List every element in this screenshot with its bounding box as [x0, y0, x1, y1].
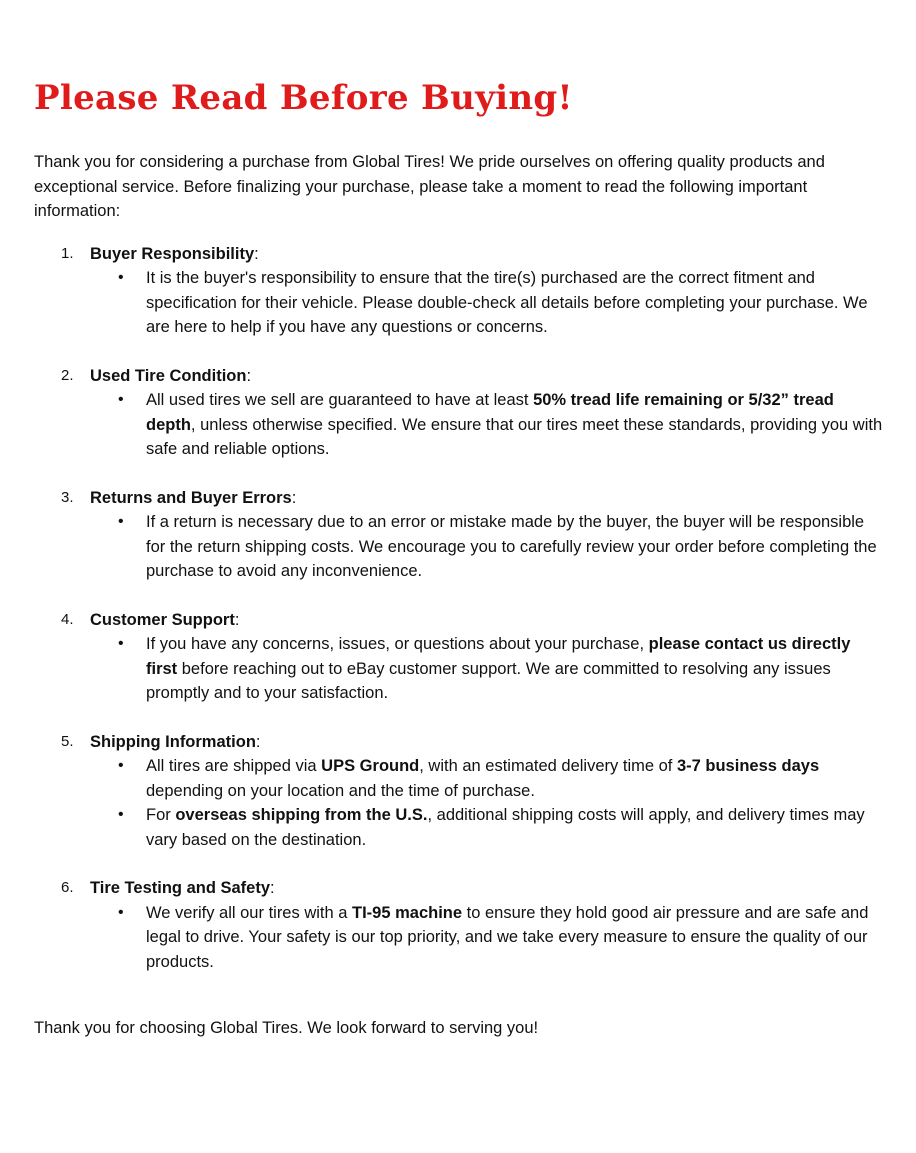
text-run: If you have any concerns, issues, or questions about your purchase, [146, 635, 649, 653]
bullet-dot-icon: • [118, 269, 124, 286]
section-heading: Buyer Responsibility [90, 244, 255, 263]
section-heading: Used Tire Condition [90, 366, 247, 385]
section-number: 5. [61, 732, 74, 750]
bold-emphasis: please contact us directly first [146, 635, 851, 678]
text-run: to ensure they hold good air pressure and are safe and legal to drive. Your safety is our top priority, and we take every measure to ensure the quality of our products. [146, 903, 869, 971]
section-item [34, 486, 884, 584]
section-item [34, 364, 884, 462]
text-run: If a return is necessary due to an error or mistake made by the buyer, the buyer will be responsible for the return shipping costs. We encourage you to carefully review your order before completing the purchase to avoid any inconvenience. [146, 513, 877, 580]
bullet-item [34, 754, 884, 803]
section-number: 3. [61, 488, 74, 506]
text-run: We verify all our tires with a [146, 903, 353, 922]
text-run: , with an estimated delivery time of [419, 757, 677, 775]
section-heading-line: 2. Used Tire Condition: [34, 364, 884, 389]
section-heading: Customer Support [90, 610, 235, 629]
bullet-item [34, 803, 884, 852]
bullet-item [34, 388, 884, 462]
text-run: depending on your location and the time of purchase. [146, 781, 535, 800]
section-item [34, 876, 884, 974]
bold-emphasis: overseas shipping from the U.S. [175, 806, 428, 824]
section-heading: Tire Testing and Safety [90, 879, 271, 897]
bullet-list [34, 754, 884, 852]
section-number: 4. [61, 610, 74, 628]
bullet-list [34, 632, 884, 706]
bullet-dot-icon: • [118, 757, 124, 774]
bullet-text [146, 513, 877, 580]
bullet-item [34, 510, 884, 584]
bullet-list [34, 388, 884, 462]
section-heading-line: 4. Customer Support: [34, 608, 884, 633]
text-run: , unless otherwise specified. We ensure that our tires meet these standards, providing you with safe and reliable options. [146, 415, 883, 458]
section-heading: Shipping Information [90, 732, 256, 751]
bold-emphasis: 50% tread life remaining or 5/32” tread depth [146, 391, 834, 434]
bullet-text [146, 757, 819, 800]
bullet-dot-icon: • [118, 806, 124, 823]
text-run: before reaching out to eBay customer support. We are committed to resolving any issues promptly and to your satisfaction. [146, 659, 831, 702]
bullet-text [146, 806, 865, 849]
section-item [34, 730, 884, 853]
bold-emphasis: UPS Ground [321, 757, 420, 775]
text-run: All used tires we sell are guaranteed to have at least [146, 391, 534, 409]
bullet-text [146, 391, 882, 458]
section-number: 2. [61, 366, 74, 384]
bullet-dot-icon: • [118, 391, 124, 408]
document-page [34, 70, 884, 1041]
section-heading-line: 6. Tire Testing and Safety: [34, 876, 884, 901]
intro-paragraph: Thank you for considering a purchase from Global Tires! We pride ourselves on offering quality products and exceptional service. Before finalizing your purchase, please take a moment to read the following important information: [34, 153, 825, 220]
section-item [34, 242, 884, 340]
bullet-text [146, 635, 850, 702]
bullet-text [146, 904, 868, 971]
bullet-item [34, 632, 884, 706]
section-number: 1. [61, 244, 74, 262]
section-number: 6. [61, 879, 74, 896]
bullet-list [34, 901, 884, 975]
bullet-dot-icon: • [118, 903, 124, 921]
numbered-sections-list [34, 242, 884, 975]
section-heading-line: 5. Shipping Information: [34, 730, 884, 755]
text-run: All tires are shipped via [146, 757, 322, 775]
page-title: Please Read Before Buying! [34, 78, 573, 118]
section-heading: Returns and Buyer Errors [90, 488, 292, 507]
bullet-list [34, 510, 884, 584]
section-heading-line: 3. Returns and Buyer Errors: [34, 486, 884, 511]
text-run: It is the buyer's responsibility to ensure that the tire(s) purchased are the correct fitment and specification for their vehicle. Please double-check all details before completing your purchase. We are here to help if you have any questions or concerns. [146, 269, 868, 336]
text-run: For [146, 806, 176, 824]
section-item [34, 608, 884, 706]
bullet-item [34, 266, 884, 340]
bullet-dot-icon: • [118, 513, 124, 530]
bullet-item [34, 901, 884, 975]
bullet-text [146, 269, 868, 336]
bold-emphasis: TI-95 machine [352, 903, 463, 922]
bullet-dot-icon: • [118, 635, 124, 652]
bold-emphasis: 3-7 business days [676, 757, 820, 775]
bullet-list [34, 266, 884, 340]
section-heading-line: 1. Buyer Responsibility: [34, 242, 884, 267]
closing-paragraph: Thank you for choosing Global Tires. We look forward to serving you! [34, 1019, 539, 1037]
text-run: , additional shipping costs will apply, and delivery times may vary based on the destination. [146, 806, 865, 849]
